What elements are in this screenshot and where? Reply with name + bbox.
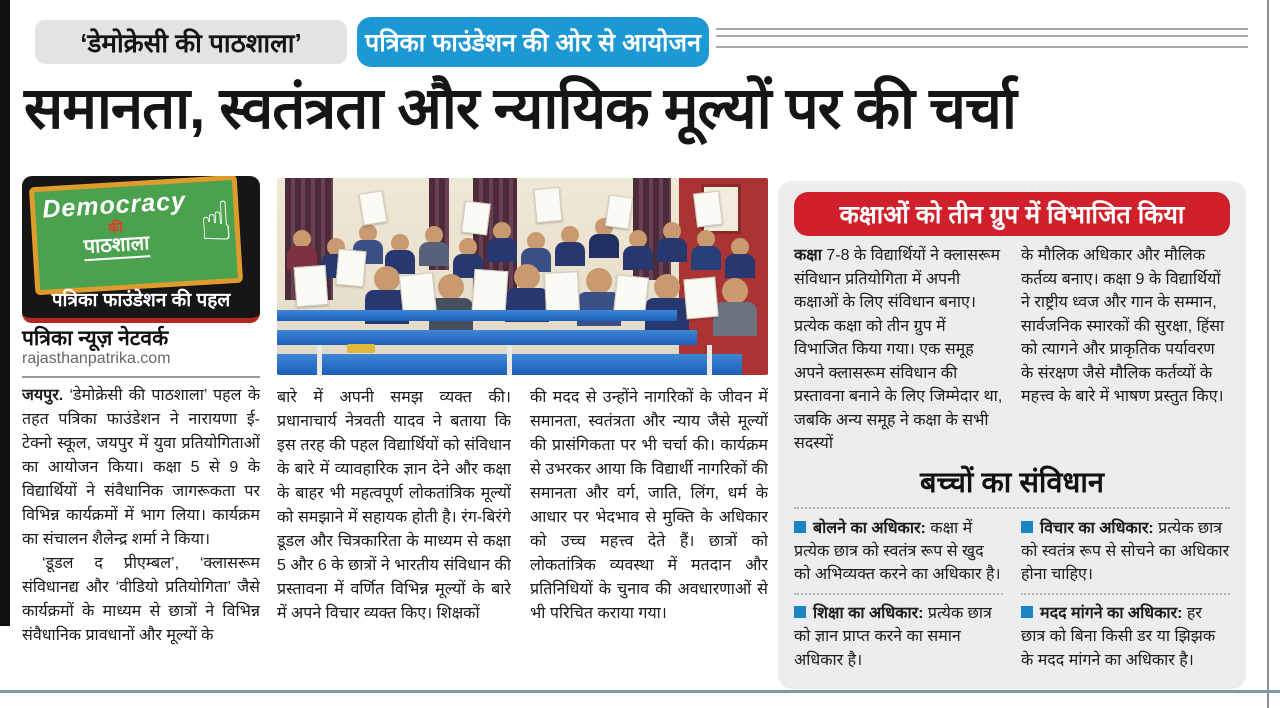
drawing-paper xyxy=(693,191,723,228)
panel-columns xyxy=(778,236,1246,456)
right-item xyxy=(794,602,1003,672)
desk-leg xyxy=(707,345,712,375)
bullet-square-icon xyxy=(1021,606,1033,618)
bullet-square-icon xyxy=(794,521,806,533)
paragraph: की मदद से उन्होंने नागरिकों के जीवन में समानता, स्वतंत्रता और न्याय जैसे मूल्यों की प्रासंगिकता पर भी चर्चा की। कार्यक्रम से उभरकर आया कि विद्यार्थी नागरिकों की समानता और वर्ग, जाति, लिंग, धर्म के आधार पर भेदभाव से मुक्ति के अधिकार को उच्च महत्त्व देते हैं। छात्रों को लोकतांत्रिक व्यवस्था में मतदान और प्रतिनिधियों के चुनाव की अवधारणाओं से भी परिचित कराया गया। xyxy=(530,389,768,622)
panel-text: के मौलिक अधिकार और मौलिक कर्तव्य बनाए। कक्षा 9 के विद्यार्थियों ने राष्ट्रीय ध्वज और गान के सम्मान, सार्वजनिक स्मारकों की सुरक्षा, हिंसा को त्यागने और प्राकृतिक पर्यावरण के संरक्षण जैसे मौलिक कर्तव्यों के महत्त्व के बारे में भाषण प्रस्तुत किए। xyxy=(1021,247,1225,406)
rights-list xyxy=(794,507,1230,672)
student-figure xyxy=(713,278,757,336)
paragraph xyxy=(22,384,260,552)
panel-text: 7-8 के विद्यार्थियों ने क्लासरूम संविधान प्रतियोगिता में अपनी कक्षाओं के लिए संविधान बनाए। प्रत्येक कक्षा को तीन ग्रुप में विभाजित किया गया। एक समूह अपने क्लासरूम संविधान की प्रस्तावना बनाने के लिए जिम्मेदार था, जबकि अन्य समूह ने कक्षा के सभी सदस्यों xyxy=(794,247,1003,453)
drawing-paper xyxy=(534,187,563,223)
dotted-separator xyxy=(1021,593,1230,595)
byline-website: rajasthanpatrika.com xyxy=(22,350,171,367)
decorative-rules xyxy=(716,28,1248,48)
pencil-box xyxy=(347,344,375,353)
paragraph-text: ‘डेमोक्रेसी की पाठशाला’ पहल के तहत पत्रिका फाउंडेशन ने नारायणा ई-टेक्नो स्कूल, जयपुर में युवा प्रतियोगिताओं का आयोजन किया। कक्षा 5 से 9 के विद्यार्थियों ने संवैधानिक जागरूकता पर विभिन्न कार्यक्रमों में भाग लिया। कार्यक्रम का संचालन शैलेन्द्र शर्मा ने किया। xyxy=(22,387,260,548)
right-title: मदद मांगने का अधिकार: xyxy=(1040,605,1183,623)
drawing-paper xyxy=(605,194,633,229)
drawing-paper xyxy=(472,269,509,313)
student-figure xyxy=(419,226,449,266)
panel-column-1 xyxy=(794,244,1003,456)
organizer-banner xyxy=(357,17,709,67)
right-item xyxy=(1021,517,1230,587)
panel-header xyxy=(794,192,1230,236)
main-headline: समानता, स्वतंत्रता और न्यायिक मूल्यों पर की चर्चा xyxy=(24,76,1016,141)
panel-header-label: कक्षाओं को तीन ग्रुप में विभाजित किया xyxy=(839,201,1185,229)
student-figure xyxy=(725,238,755,278)
left-edge-strip xyxy=(0,0,10,626)
logo-caption: पत्रिका फाउंडेशन की पहल xyxy=(51,290,231,311)
dotted-separator xyxy=(794,593,1003,595)
right-title: शिक्षा का अधिकार: xyxy=(813,605,924,623)
student-figure xyxy=(555,226,585,266)
bullet-square-icon xyxy=(1021,521,1033,533)
panel-lead-word: कक्षा xyxy=(794,247,822,264)
kicker-tag-label: ‘डेमोक्रेसी की पाठशाला’ xyxy=(80,28,302,58)
right-title: विचार का अधिकार: xyxy=(1040,519,1154,537)
student-figure xyxy=(691,230,721,270)
board-word-ki: की xyxy=(107,218,124,236)
democracy-pathshala-logo xyxy=(22,176,260,323)
right-text: प्रत्येक छात्र को स्वतंत्र रूप से सोचने का अधिकार होना चाहिए। xyxy=(1021,519,1230,584)
dateline: जयपुर. xyxy=(22,387,64,404)
organizer-banner-label: पत्रिका फाउंडेशन की ओर से आयोजन xyxy=(365,29,701,57)
desk-leg xyxy=(317,345,322,375)
desk xyxy=(277,330,697,345)
right-text: प्रत्येक छात्र को ज्ञान प्राप्त करने का समान अधिकार है। xyxy=(794,605,992,669)
right-item xyxy=(794,517,1003,587)
desk-leg xyxy=(507,345,512,375)
drawing-paper xyxy=(683,277,718,320)
byline-network: पत्रिका न्यूज़ नेटवर्क xyxy=(22,327,169,350)
student-figure xyxy=(487,222,517,262)
student-figure xyxy=(657,222,687,262)
drawing-paper xyxy=(294,265,329,307)
drawing-paper xyxy=(335,249,366,287)
paragraph: ‘डूडल द प्रीएम्बल’, ‘क्लासरूम संविधानद्य और ‘वीडियो प्रतियोगिता’ जैसे कार्यक्रमों के माध्यम से छात्रों ने विभिन्न संवैधानिक प्रावधानों और मूल्यों के xyxy=(22,555,260,644)
right-item xyxy=(1021,602,1230,672)
bullet-square-icon xyxy=(794,606,806,618)
panel-subheading: बच्चों का संविधान xyxy=(920,466,1104,499)
board-word-democracy: Democracy xyxy=(41,186,187,224)
bottom-rule xyxy=(0,690,1280,693)
panel-column-2 xyxy=(1021,244,1230,456)
article-column-2 xyxy=(277,386,511,676)
right-text: हर छात्र को बिना किसी डर या झिझक के मदद मांगने का अधिकार है। xyxy=(1021,605,1216,669)
drawing-paper xyxy=(544,271,580,315)
right-column-divider xyxy=(1267,0,1269,708)
article-column-3 xyxy=(530,386,768,676)
student-figure xyxy=(623,230,653,270)
rights-column-2 xyxy=(1021,517,1230,672)
right-text: कक्षा में प्रत्येक छात्र को स्वतंत्र रूप से खुद को अभिव्यक्त करने का अधिकार है। xyxy=(794,519,1001,584)
article-column-1 xyxy=(22,384,260,676)
info-panel xyxy=(778,181,1246,689)
classroom-photo xyxy=(277,178,768,375)
board-word-pathshala: पाठशाला xyxy=(83,232,150,261)
student-figure xyxy=(645,274,689,332)
kicker-tag xyxy=(35,20,347,64)
desk xyxy=(277,310,677,321)
rights-column-1 xyxy=(794,517,1003,672)
pointing-hand-icon: ☝ xyxy=(197,191,235,254)
byline-divider xyxy=(22,376,260,378)
drawing-paper xyxy=(359,190,388,225)
student-figure xyxy=(287,230,317,270)
drawing-paper xyxy=(461,201,491,236)
chalkboard-graphic xyxy=(29,176,243,295)
paragraph: बारे में अपनी समझ व्यक्त की। प्रधानाचार्य नेत्रवती यादव ने बताया कि इस तरह की पहल विद्यार्थियों को संविधान के बारे में व्यावहारिक ज्ञान देने और कक्षा के बाहर भी महत्वपूर्ण लोकतांत्रिक मूल्यों को समझाने में सहायक होती है। रंग-बिरंगे डूडल और चित्रकारिता के माध्यम से कक्षा 5 और 6 के छात्रों ने भारतीय संविधान की प्रस्तावना में वर्णित विभिन्न मूल्यों के बारे में अपने विचार व्यक्त किए। शिक्षकों xyxy=(277,389,511,622)
right-title: बोलने का अधिकार: xyxy=(813,519,926,537)
